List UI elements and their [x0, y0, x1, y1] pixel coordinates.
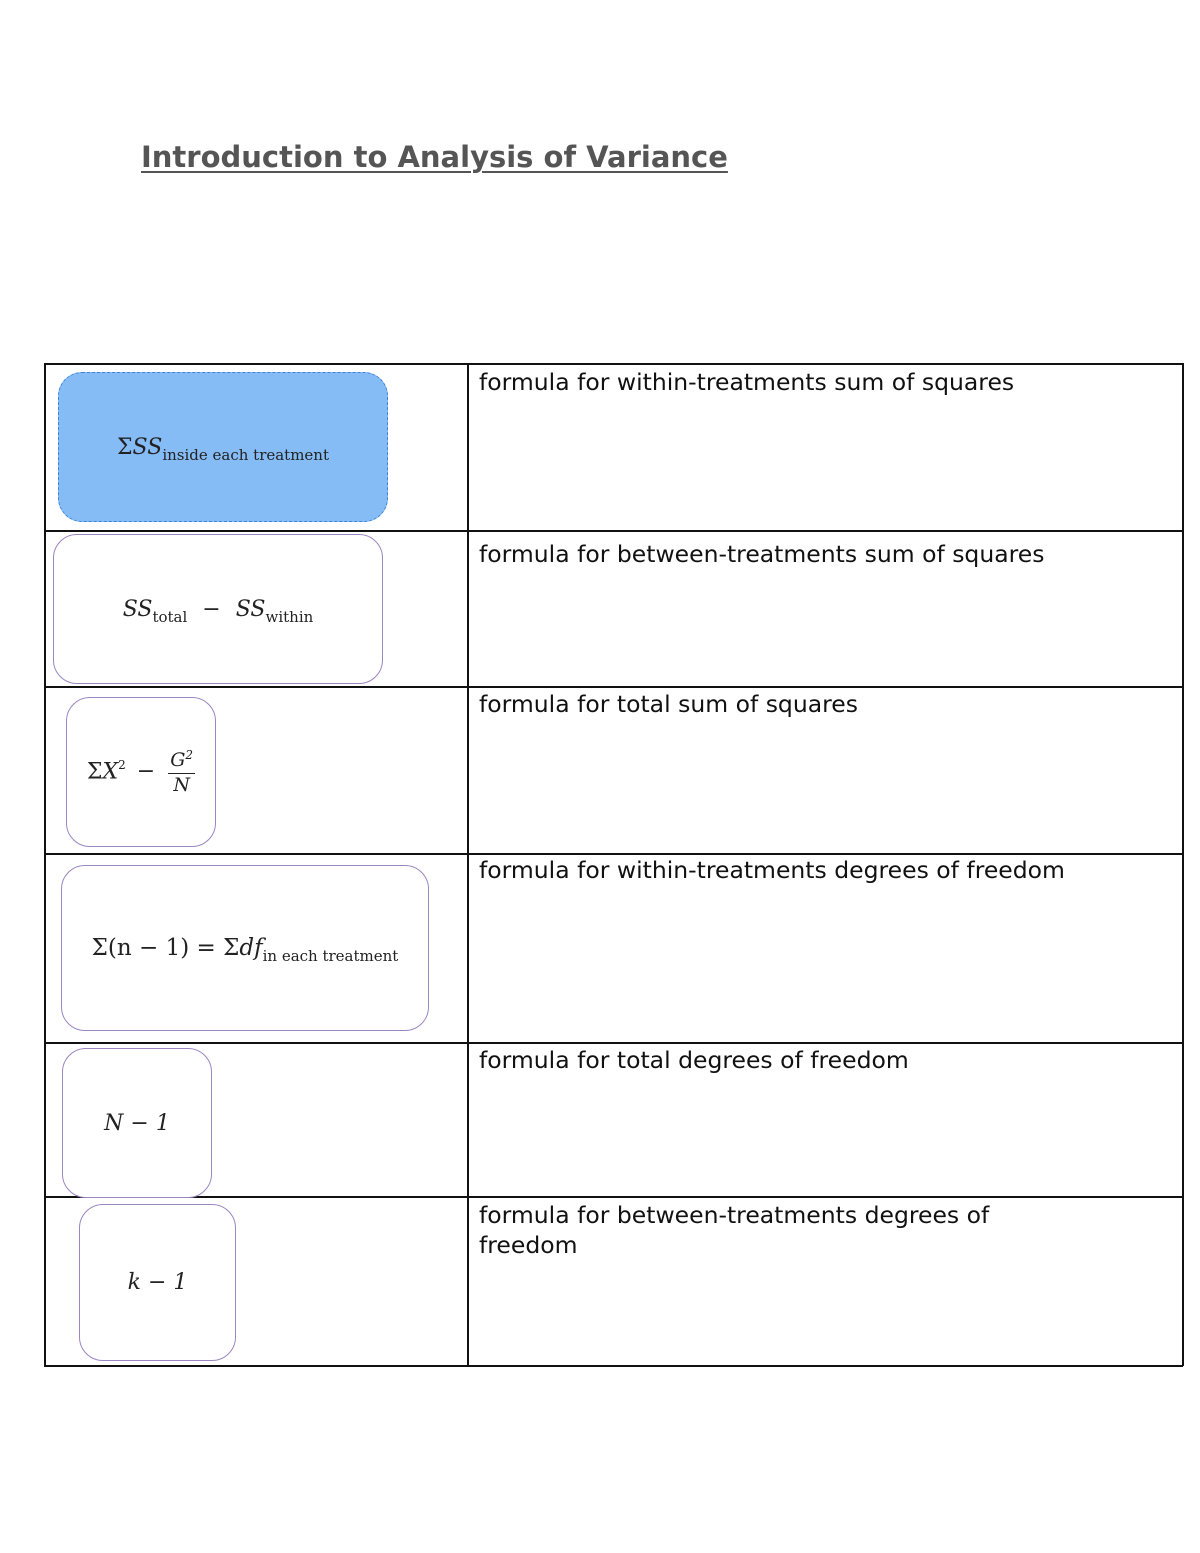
formula-total-ss: $\Sigma X^2$ − $\frac{G^2}{N}$	[86, 747, 194, 796]
formula-card-within-df[interactable]	[61, 865, 429, 1031]
row-line	[44, 1365, 1183, 1367]
description-total-ss: formula for total sum of squares	[479, 690, 858, 718]
description-within-df: formula for within-treatments degrees of freedom	[479, 856, 1065, 884]
description-between-ss: formula for between-treatments sum of squares	[479, 540, 1045, 568]
row-line	[44, 686, 1183, 688]
description-total-df: formula for total degrees of freedom	[479, 1046, 909, 1074]
formula-within-df: Σ(n − 1) = Σdf$_{in each treatment}$	[91, 935, 399, 965]
table-right-border	[1182, 363, 1184, 1366]
formula-total-df: N − 1	[104, 1110, 170, 1136]
formula-card-total-ss[interactable]	[66, 697, 216, 847]
row-line	[44, 1042, 1183, 1044]
row-line	[44, 363, 1183, 365]
formula-card-within-ss[interactable]	[58, 372, 388, 522]
description-within-ss: formula for within-treatments sum of squares	[479, 368, 1015, 396]
page-title: Introduction to Analysis of Variance	[141, 140, 728, 174]
row-line	[44, 1196, 1183, 1198]
formula-within-ss: $\Sigma SS_{inside each treatment}$	[116, 434, 329, 464]
table-center-border	[467, 363, 469, 1366]
formula-between-df: k − 1	[127, 1270, 188, 1295]
table-left-border	[44, 363, 46, 1366]
fraction: $\frac{G^2}{N}$	[170, 747, 194, 796]
row-line	[44, 530, 1183, 532]
formula-card-between-ss[interactable]	[53, 534, 383, 684]
formula-card-between-df[interactable]	[79, 1204, 236, 1361]
description-between-df: formula for between-treatments degrees of freedom	[479, 1200, 1081, 1260]
formula-between-ss: $SS_{total} - SS_{within}$	[122, 596, 314, 626]
formula-card-total-df[interactable]	[62, 1048, 212, 1198]
